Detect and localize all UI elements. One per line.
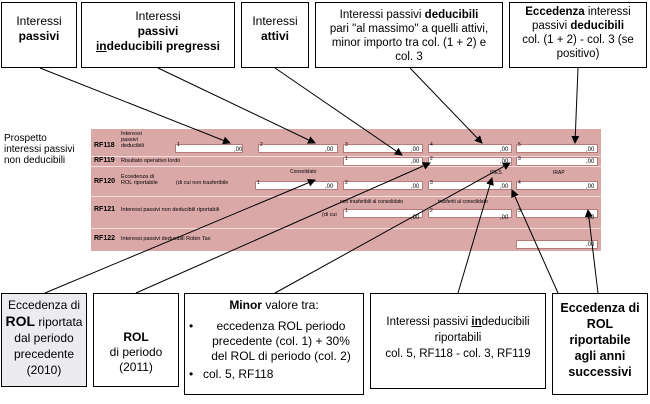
desc-line: deducibili: [121, 143, 144, 149]
zero-value: ,00: [586, 184, 595, 190]
bullet-icon: •: [189, 367, 194, 381]
zero-value: ,00: [411, 147, 420, 153]
row-code-rf118: RF118: [94, 142, 115, 149]
title-line: Prospetto: [4, 133, 47, 144]
row-code-rf120: RF120: [94, 178, 116, 185]
title-line: interessi passivi: [4, 144, 75, 155]
ires-label: IRES: [490, 170, 502, 176]
arrow-line: [588, 210, 598, 293]
col-number: 4: [518, 180, 521, 186]
callout-text: riportata: [35, 315, 83, 329]
col-number: 1: [177, 142, 180, 148]
callout-text-bold: Minor: [229, 298, 262, 312]
row-desc-rf122: Interessi passivi deducibili Robin Tax: [121, 236, 211, 242]
callout-text: col. 5, RF118: [203, 367, 274, 381]
callout-text: valore tra:: [261, 298, 319, 312]
row-extra-rf120: (di cui non trasferibile: [176, 180, 229, 186]
callout-text: (2011): [119, 360, 153, 374]
zero-value: ,00: [586, 242, 595, 248]
arrow-line: [512, 190, 558, 293]
col-number: 1: [345, 208, 348, 214]
col-number: 4: [430, 142, 433, 148]
arrow-line: [45, 180, 315, 293]
col-number: 2: [430, 156, 433, 162]
callout-text-bold: passivi: [18, 29, 60, 43]
callout-text: dal periodo: [14, 331, 74, 345]
col-number: 5: [518, 142, 521, 148]
callout-text-bold: Eccedenza: [525, 6, 585, 18]
callout-text: del ROL di periodo (col. 2): [211, 349, 351, 363]
zero-value: ,00: [234, 147, 243, 153]
zero-value: ,00: [586, 147, 595, 153]
callout-text: positivo): [556, 48, 600, 60]
zero-value: ,00: [586, 215, 595, 221]
arrow-line: [458, 178, 492, 293]
zero-value: ,00: [411, 215, 420, 221]
arrow-line: [275, 68, 402, 155]
callout-text: riportabili: [434, 332, 482, 344]
callout-text: successivi: [568, 365, 632, 379]
callout-text: (2010): [26, 363, 62, 377]
irap-label: IRAP: [553, 170, 565, 176]
row-code-rf119: RF119: [94, 157, 115, 164]
callout-text-bold: attivi: [260, 29, 289, 43]
row-desc-rf121: Interessi passivi non deducibili riportabili: [121, 207, 220, 213]
row-code-rf122: RF122: [94, 235, 116, 242]
callout-text: col. 5, RF118 - col. 3, RF119: [385, 348, 531, 360]
callout-text: deducibili: [481, 316, 530, 328]
zero-value: ,00: [411, 184, 420, 190]
desc-line: Eccedenza di: [121, 174, 155, 180]
zero-value: ,00: [500, 184, 509, 190]
col-number: 3: [430, 180, 433, 186]
consolidato-label: Consolidato: [290, 169, 317, 175]
callout-text: riportabile: [569, 333, 631, 347]
callout-text: precedente (col. 1) + 30%: [212, 334, 350, 348]
col-number: 1: [257, 180, 260, 186]
callout-text: col. 3: [395, 51, 423, 63]
callout-text-bold: deducibili: [424, 9, 479, 21]
callout-text: pari "al massimo" a quelli attivi,: [329, 23, 489, 35]
arrow-line: [40, 68, 230, 143]
callout-text: Eccedenza di: [7, 298, 81, 312]
callout-text: di periodo: [109, 345, 163, 359]
callout-text: Interessi passivi: [386, 316, 472, 328]
col-number: 2: [345, 180, 348, 186]
col-number: 3: [518, 208, 521, 214]
callout-text: Interessi: [252, 14, 298, 28]
desc-line: ROL riportabile: [121, 180, 158, 186]
zero-value: ,00: [325, 147, 334, 153]
zero-value: ,00: [411, 159, 420, 165]
col-number: 2: [430, 208, 433, 214]
row-desc-rf119: Risultato operativo lordo: [121, 158, 181, 164]
row-extra-rf121: (di cui: [322, 212, 337, 218]
desc-line: Interessi: [121, 131, 142, 137]
callout-text-bold: deducibili: [570, 20, 625, 32]
callout-text: Interessi: [16, 14, 62, 28]
trasferiti-label: trasferiti al consolidato: [438, 199, 488, 205]
col-number: 1: [345, 156, 348, 162]
arrow-line: [575, 68, 578, 143]
arrow-line: [410, 68, 482, 143]
non-trasferibili-label: non trasferibili al consolidato: [340, 199, 404, 205]
row-code-rf121: RF121: [94, 206, 116, 213]
callout-text: interessi: [584, 6, 631, 18]
zero-value: ,00: [586, 159, 595, 165]
col-number: 3: [345, 142, 348, 148]
zero-value: ,00: [500, 215, 509, 221]
callout-text-bold: ROL: [123, 330, 149, 344]
arrow-line: [136, 163, 430, 293]
col-number: 3: [518, 156, 521, 162]
desc-line: passivi: [121, 137, 138, 143]
callout-text: col. (1 + 2) - col. 3 (se: [522, 34, 634, 46]
callout-text: agli anni: [574, 349, 626, 363]
callout-text: ROL: [586, 317, 614, 331]
callout-text: precedente: [13, 347, 75, 361]
callout-underline: in: [95, 39, 107, 53]
callout-text: Eccedenza di: [560, 301, 640, 315]
callout-text-bold: passivi: [137, 24, 179, 38]
callout-text: Interessi passivi: [339, 9, 425, 21]
callout-text: Interessi: [135, 9, 181, 23]
col-number: 2: [260, 142, 263, 148]
zero-value: ,00: [500, 147, 509, 153]
callout-text-bold: ROL: [5, 313, 36, 329]
callout-text: minor importo tra col. (1 + 2) e: [331, 37, 487, 49]
zero-value: ,00: [500, 159, 509, 165]
callout-text: passivi: [531, 20, 571, 32]
bullet-icon: •: [189, 319, 194, 333]
callout-underline: in: [471, 316, 482, 328]
callout-text: eccedenza ROL periodo: [216, 319, 346, 333]
title-line: non deducibili: [4, 155, 66, 166]
zero-value: ,00: [325, 184, 334, 190]
callout-text-bold: deducibili pregressi: [106, 39, 221, 53]
